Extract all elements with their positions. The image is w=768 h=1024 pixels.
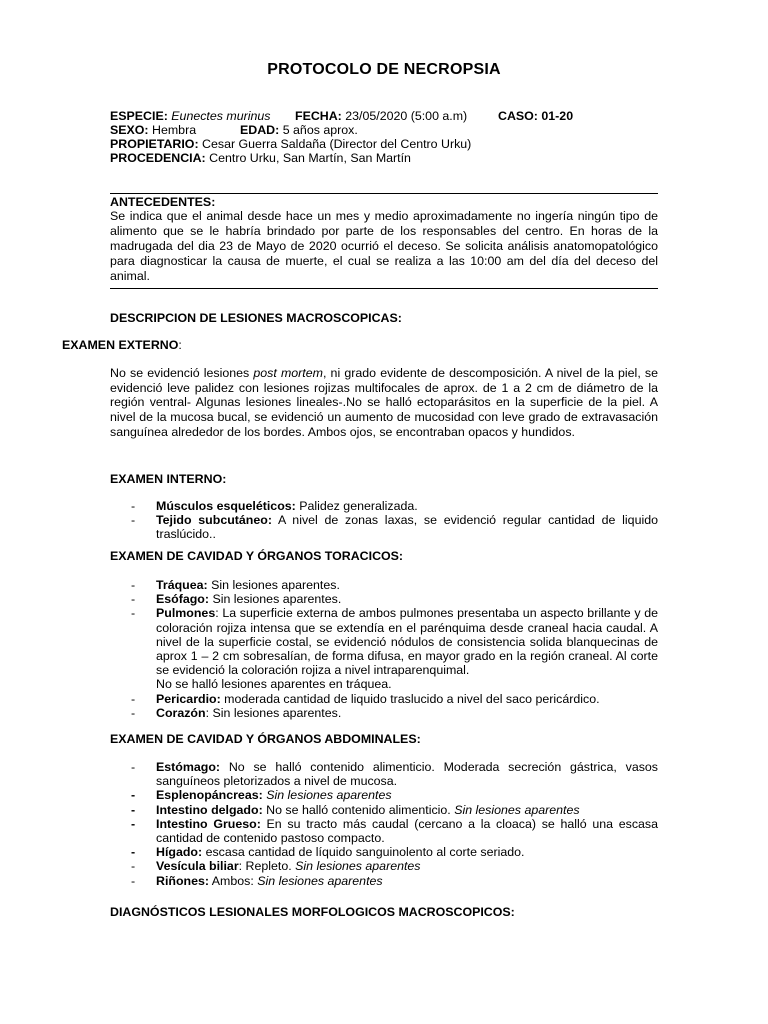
list-item — [110, 859, 658, 873]
propietario-label: PROPIETARIO: — [110, 137, 199, 151]
externo-text-a: No se evidenció lesiones — [110, 366, 254, 380]
edad-label: EDAD: — [240, 123, 280, 137]
item-label: Músculos esqueléticos: — [156, 499, 296, 513]
item-italic: Sin lesiones aparentes — [257, 873, 383, 888]
examen-interno-list — [110, 499, 658, 542]
list-item — [110, 499, 658, 513]
antecedentes-top-rule — [110, 193, 658, 194]
list-item — [110, 578, 658, 592]
list-item — [110, 606, 658, 691]
item-text: Ambos: — [209, 873, 258, 888]
item-text: : Sin lesiones aparentes. — [205, 705, 342, 720]
item-label: Esplenopáncreas: — [156, 788, 263, 803]
item-text: Sin lesiones aparentes. — [209, 592, 342, 607]
abdominales-heading: EXAMEN DE CAVIDAD Y ÓRGANOS ABDOMINALES: — [110, 732, 421, 746]
item-label: Tejido subcutáneo: — [156, 513, 272, 528]
item-text: A nivel de zonas laxas, se evidenció regular cantidad de liquido traslúcido.. — [156, 513, 658, 542]
antecedentes-label: ANTECEDENTES: — [110, 195, 216, 209]
item-label: Tráquea: — [156, 578, 208, 592]
item-label: Estómago: — [156, 760, 221, 774]
list-item — [110, 803, 658, 817]
procedencia-value: Centro Urku, San Martín, San Martín — [209, 151, 411, 165]
bullet-dash: - — [131, 816, 136, 831]
examen-interno-heading: EXAMEN INTERNO: — [110, 472, 227, 486]
bullet-dash: - — [131, 760, 136, 774]
edad-value: 5 años aprox. — [282, 123, 358, 137]
bullet-dash: - — [131, 592, 136, 607]
bullet-dash: - — [131, 499, 136, 513]
header-line-especie — [110, 109, 270, 123]
list-item — [110, 874, 658, 888]
list-item — [110, 706, 658, 720]
bullet-dash: - — [131, 873, 136, 888]
item-text: : La superficie externa de ambos pulmones presentaba un aspecto brillante y de coloración rojiza intensa que se extendía en el parénquima desde craneal hacia caudal. A nivel de la superficie costal, se evidenció nódulos de consistencia solida blanquecinas de aprox 1 – 2 cm sobresalían, de forma difusa, en mayor grado en la región craneal. Al corte se evidenció la coloración rojiza a nivel intraparenquimal. — [156, 606, 658, 678]
list-item — [110, 692, 658, 706]
antecedentes-text: Se indica que el animal desde hace un mes y medio aproximadamente no ingería ningún tipo de alimento que se le habría brindado por parte de los responsables del centro. En horas de la madrugada del dia 23 de Mayo de 2020 ocurrió el deceso. Se solicita análisis anatomopatológico para diagnosticar la causa de muerte, el cual se realiza a las 10:00 am del día del deceso del animal. — [110, 209, 658, 283]
item-italic: Sin lesiones aparentes — [454, 802, 580, 817]
sexo-label: SEXO: — [110, 123, 149, 137]
item-label: Hígado: — [156, 845, 203, 860]
item-italic: Sin lesiones aparentes — [266, 788, 392, 803]
header-edad — [240, 123, 358, 137]
bullet-dash: - — [131, 845, 136, 860]
examen-externo-label: EXAMEN EXTERNO — [62, 338, 179, 352]
fecha-label: FECHA: — [295, 109, 342, 123]
list-item — [110, 760, 658, 788]
list-item — [110, 592, 658, 606]
especie-value: Eunectes murinus — [171, 109, 271, 123]
item-text: escasa cantidad de líquido sanguinolento al corte seriado. — [202, 845, 525, 860]
item-label: Riñones: — [156, 873, 210, 888]
list-item — [110, 788, 658, 802]
examen-externo-text — [110, 366, 658, 440]
item-text: Sin lesiones aparentes. — [207, 578, 340, 592]
header-propietario — [110, 137, 471, 151]
diagnosticos-heading: DIAGNÓSTICOS LESIONALES MORFOLOGICOS MACROSCOPICOS: — [110, 905, 515, 919]
item-label: Intestino delgado: — [156, 802, 263, 817]
caso-value: 01-20 — [541, 109, 574, 123]
toracicos-heading: EXAMEN DE CAVIDAD Y ÓRGANOS TORACICOS: — [110, 549, 404, 563]
item-label: Intestino Grueso: — [156, 816, 261, 831]
descripcion-heading: DESCRIPCION DE LESIONES MACROSCOPICAS: — [110, 311, 402, 325]
especie-label: ESPECIE: — [110, 109, 168, 123]
bullet-dash: - — [131, 513, 136, 528]
caso-label: CASO: — [498, 109, 538, 123]
item-text: No se halló contenido alimenticio. — [262, 802, 455, 817]
abdominales-list — [110, 760, 658, 888]
header-procedencia — [110, 151, 411, 165]
examen-externo-heading — [62, 338, 182, 352]
list-item — [110, 845, 658, 859]
sexo-value: Hembra — [152, 123, 197, 137]
item-label: Vesícula biliar — [156, 859, 239, 874]
header-fecha — [295, 109, 467, 123]
item-extra: No se halló lesiones aparentes en tráquea. — [156, 677, 392, 692]
item-text: No se halló contenido alimenticio. Moderada secreción gástrica, vasos sanguíneos pletorizados a nivel de mucosa. — [156, 760, 658, 789]
bullet-dash: - — [131, 859, 136, 874]
item-italic: Sin lesiones aparentes — [295, 859, 421, 874]
bullet-dash: - — [131, 802, 136, 817]
toracicos-list — [110, 578, 658, 720]
bullet-dash: - — [131, 578, 136, 592]
procedencia-label: PROCEDENCIA: — [110, 151, 206, 165]
item-text: moderada cantidad de liquido traslucido a nivel del saco pericárdico. — [220, 691, 600, 706]
externo-text-b: , ni grado evidente de descomposición. A nivel de la piel, se evidenció leve palidez con lesiones rojizas multifocales de aprox. de 1 a 2 cm de diámetro de la región ventral- Algunas lesiones lineales-.No se halló ectoparásitos en la superficie de la piel. A nivel de la mucosa bucal, se evidenció un aumento de mucosidad con leve grado de extravasación sanguínea alrededor de los bordes. Ambos ojos, se encontraban opacos y hundidos. — [110, 366, 658, 439]
item-label: Corazón — [156, 705, 206, 720]
bullet-dash: - — [131, 788, 136, 803]
item-text: Palidez generalizada. — [295, 499, 418, 513]
bullet-dash: - — [131, 691, 136, 706]
list-item — [110, 513, 658, 541]
list-item — [110, 817, 658, 845]
antecedentes-bottom-rule — [110, 288, 658, 289]
examen-externo-colon: : — [178, 338, 182, 352]
document-title: PROTOCOLO DE NECROPSIA — [267, 61, 501, 78]
externo-text-italic: post mortem — [253, 366, 323, 380]
header-caso — [498, 109, 573, 123]
propietario-value: Cesar Guerra Saldaña (Director del Centro Urku) — [202, 137, 472, 151]
item-label: Pericardio: — [156, 691, 221, 706]
header-sexo — [110, 123, 196, 137]
item-text: : Repleto. — [238, 859, 296, 874]
bullet-dash: - — [131, 606, 136, 621]
fecha-value: 23/05/2020 (5:00 a.m) — [345, 109, 468, 123]
bullet-dash: - — [131, 705, 136, 720]
item-text: En su tracto más caudal (cercano a la cloaca) se halló una escasa cantidad de contenido pastoso compacto. — [156, 816, 658, 846]
item-label: Esófago: — [156, 592, 210, 607]
item-label: Pulmones — [156, 606, 216, 621]
